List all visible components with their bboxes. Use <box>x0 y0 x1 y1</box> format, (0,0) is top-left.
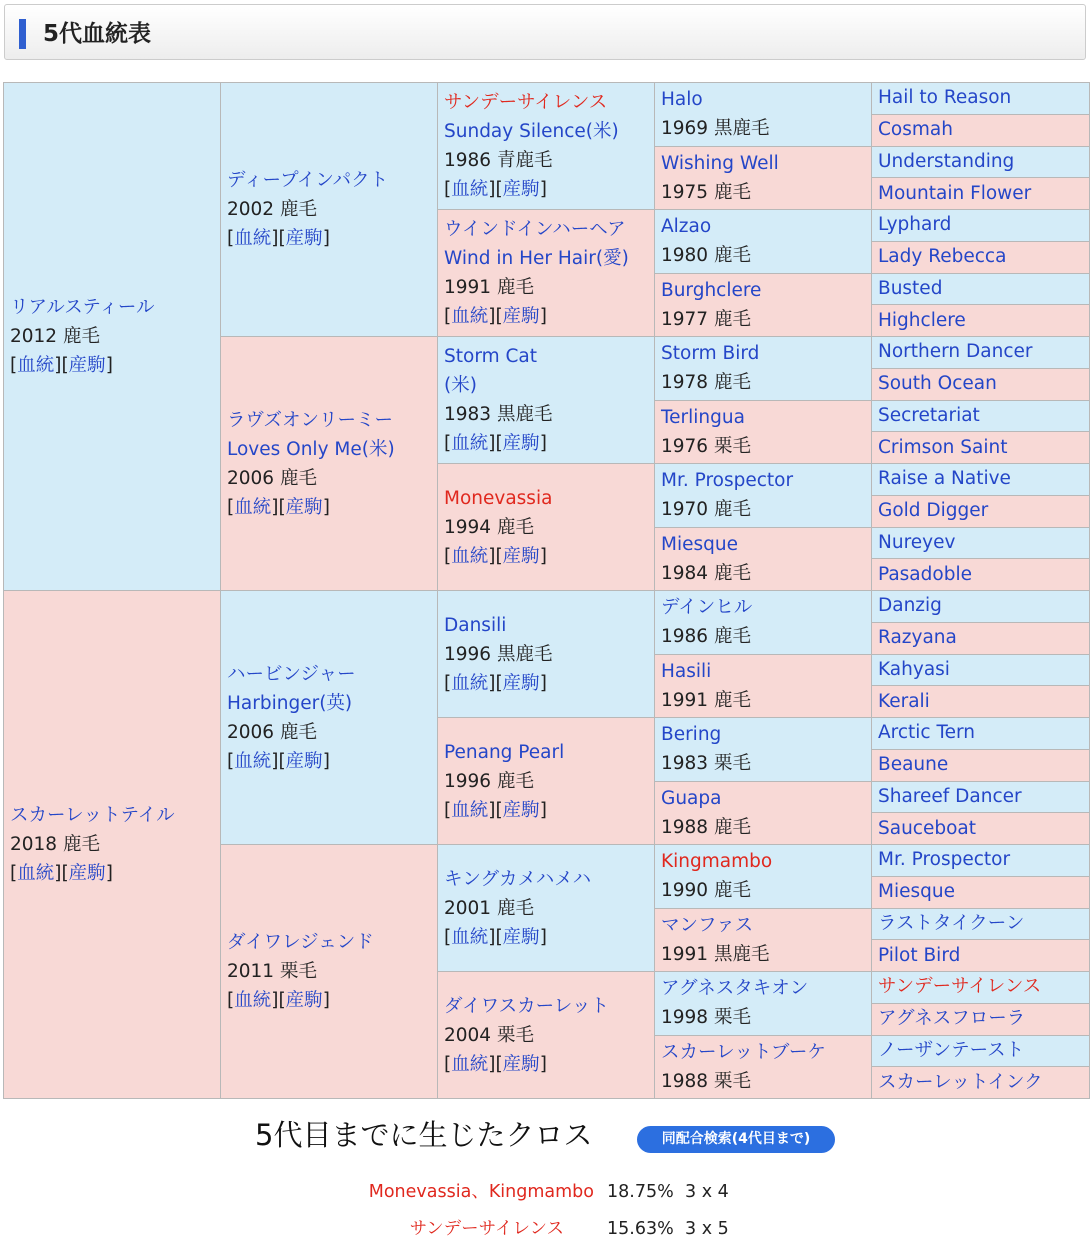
horse-links: [血統][産駒] <box>10 863 113 884</box>
pedigree-cell-g5 <box>872 972 1090 1004</box>
pedigree-cell-g5 <box>872 749 1090 781</box>
horse-link[interactable]: Danzig <box>878 595 942 617</box>
pedigree-cell-g2 <box>221 337 438 591</box>
horse-link[interactable]: ディープインパクト <box>227 170 389 191</box>
pedigree-cell-g2 <box>221 83 438 337</box>
offspring-link[interactable]: 産駒 <box>502 799 540 821</box>
pedigree-cell-g4 <box>655 210 872 274</box>
horse-info: 1969 黒鹿毛 <box>661 118 770 140</box>
horse-link[interactable]: Kahyasi <box>878 658 950 680</box>
horse-link[interactable]: Terlingua <box>661 406 745 428</box>
pedigree-cell-g4 <box>655 83 872 147</box>
page-title: 5代血統表 <box>43 21 152 47</box>
horse-link[interactable]: Mr. Prospector <box>878 849 1011 871</box>
pedigree-cell-g1 <box>4 591 221 1099</box>
bloodline-link[interactable]: 血統 <box>234 750 272 772</box>
bloodline-link[interactable]: 血統 <box>17 863 55 884</box>
pedigree-cell-g5 <box>872 400 1090 432</box>
pedigree-cell-g5 <box>872 781 1090 813</box>
horse-links: [血統][産駒] <box>444 799 547 821</box>
offspring-link[interactable]: 産駒 <box>285 496 323 518</box>
horse-link[interactable]: Hasili <box>661 660 712 682</box>
offspring-link[interactable]: 産駒 <box>502 1053 540 1075</box>
bloodline-link[interactable]: 血統 <box>451 306 489 327</box>
horse-link[interactable]: Alzao <box>661 216 712 238</box>
cross-generation: 3 x 4 <box>685 1182 729 1202</box>
horse-info: 1975 鹿毛 <box>661 181 751 203</box>
pedigree-cell-g4 <box>655 273 872 337</box>
cross-title: 5代目までに生じたクロス <box>255 1118 593 1152</box>
horse-link[interactable]: キングカメハメハ <box>444 868 592 890</box>
horse-link[interactable]: Gold Digger <box>878 500 989 521</box>
cross-percentage: 15.63% <box>607 1219 674 1239</box>
horse-info: 2018 鹿毛 <box>10 834 100 855</box>
horse-link[interactable]: Mr. Prospector <box>661 470 794 492</box>
pedigree-cell-g3 <box>438 972 655 1099</box>
pedigree-cell-g5 <box>872 940 1090 972</box>
horse-link[interactable]: Crimson Saint <box>878 436 1008 458</box>
horse-link[interactable]: Highclere <box>878 309 966 331</box>
horse-links: [血統][産駒] <box>444 179 547 200</box>
pedigree-cell-g4 <box>655 527 872 591</box>
offspring-link[interactable]: 産駒 <box>502 672 540 694</box>
pedigree-cell-g3 <box>438 83 655 210</box>
bloodline-link[interactable]: 血統 <box>17 355 55 376</box>
horse-link[interactable]: ノーザンテースト <box>878 1039 1025 1061</box>
cross-horse-link[interactable]: サンデーサイレンス <box>409 1219 564 1239</box>
pedigree-cell-g5 <box>872 210 1090 242</box>
pedigree-cell-g5 <box>872 146 1090 178</box>
pedigree-cell-g5 <box>872 495 1090 527</box>
horse-links: [血統][産駒] <box>227 496 330 518</box>
horse-link[interactable]: Burghclere <box>661 279 762 301</box>
pedigree-cell-g5 <box>872 559 1090 591</box>
horse-link[interactable]: Lady Rebecca <box>878 246 1007 267</box>
cross-row <box>0 1217 1092 1241</box>
horse-link[interactable]: Raise a Native <box>878 468 1011 490</box>
bloodline-link[interactable]: 血統 <box>234 228 272 249</box>
horse-link[interactable]: デインヒル <box>661 597 753 619</box>
horse-info: 2006 鹿毛 <box>227 721 317 743</box>
pedigree-cell-g5 <box>872 464 1090 496</box>
same-mating-search-button[interactable]: 同配合検索(4代目まで) <box>637 1126 835 1153</box>
horse-link[interactable]: アグネスフローラ <box>878 1008 1026 1029</box>
horse-link[interactable]: スカーレットテイル <box>10 805 175 826</box>
horse-info: 1983 栗毛 <box>661 753 751 775</box>
horse-links: [血統][産駒] <box>227 750 330 772</box>
horse-link[interactable]: Bering <box>661 724 722 746</box>
horse-info: 1996 鹿毛 <box>444 770 534 792</box>
horse-link[interactable]: Miesque <box>661 533 738 555</box>
pedigree-cell-g5 <box>872 591 1090 623</box>
horse-link[interactable]: Secretariat <box>878 404 980 426</box>
horse-info: 2012 鹿毛 <box>10 326 100 347</box>
horse-link-alt[interactable]: (米) <box>444 375 477 396</box>
horse-link[interactable]: スカーレットブーケ <box>661 1041 826 1063</box>
horse-link[interactable]: マンファス <box>661 914 754 936</box>
pedigree-cell-g3 <box>438 464 655 591</box>
pedigree-cell-g5 <box>872 686 1090 718</box>
horse-link[interactable]: Pasadoble <box>878 563 972 585</box>
horse-info: 1991 鹿毛 <box>444 277 534 298</box>
horse-link[interactable]: Storm Cat <box>444 346 538 367</box>
pedigree-cell-g4 <box>655 337 872 401</box>
bloodline-link[interactable]: 血統 <box>451 672 489 694</box>
pedigree-cell-g5 <box>872 654 1090 686</box>
pedigree-cell-g3 <box>438 210 655 337</box>
horse-link[interactable]: ラストタイクーン <box>878 912 1025 934</box>
cross-horse-link[interactable]: Monevassia、Kingmambo <box>368 1182 594 1202</box>
horse-link[interactable]: Guapa <box>661 787 722 809</box>
pedigree-cell-g4 <box>655 908 872 972</box>
pedigree-cell-g5 <box>872 876 1090 908</box>
horse-links: [血統][産駒] <box>444 306 547 327</box>
horse-link[interactable]: Shareef Dancer <box>878 785 1022 807</box>
bloodline-link[interactable]: 血統 <box>234 990 272 1011</box>
bloodline-link[interactable]: 血統 <box>451 179 489 200</box>
pedigree-cell-g5 <box>872 114 1090 146</box>
offspring-link[interactable]: 産駒 <box>502 926 540 948</box>
horse-info: 1988 鹿毛 <box>661 816 751 838</box>
pedigree-cell-g1 <box>4 83 221 591</box>
horse-link[interactable]: Pilot Bird <box>878 944 961 966</box>
pedigree-cell-g5 <box>872 908 1090 940</box>
horse-info: 1984 鹿毛 <box>661 562 751 584</box>
pedigree-table <box>3 82 1090 1099</box>
horse-info: 1988 栗毛 <box>661 1070 751 1092</box>
horse-link[interactable]: ダイワスカーレット <box>444 995 610 1017</box>
horse-link[interactable]: ダイワレジェンド <box>227 932 374 953</box>
bloodline-link[interactable]: 血統 <box>451 926 489 948</box>
horse-info: 1986 鹿毛 <box>661 626 751 648</box>
horse-links: [血統][産駒] <box>444 672 547 694</box>
pedigree-cell-g5 <box>872 527 1090 559</box>
horse-info: 1990 鹿毛 <box>661 880 751 902</box>
offspring-link[interactable]: 産駒 <box>68 863 106 884</box>
horse-link[interactable]: Storm Bird <box>661 343 760 365</box>
horse-info: 1977 鹿毛 <box>661 308 751 330</box>
horse-link[interactable]: ウインドインハーヘア <box>444 219 626 240</box>
pedigree-cell-g5 <box>872 178 1090 210</box>
offspring-link[interactable]: 産駒 <box>68 355 106 376</box>
horse-link[interactable]: Monevassia <box>444 487 553 509</box>
horse-link[interactable]: Beaune <box>878 754 949 775</box>
pedigree-cell-g3 <box>438 591 655 718</box>
horse-link[interactable]: リアルスティール <box>10 297 155 318</box>
horse-link[interactable]: Nureyev <box>878 531 956 553</box>
offspring-link[interactable]: 産駒 <box>285 228 323 249</box>
horse-links: [血統][産駒] <box>227 990 330 1011</box>
cross-generation: 3 x 5 <box>685 1219 729 1239</box>
horse-info: 1983 黒鹿毛 <box>444 404 553 425</box>
horse-link[interactable]: Arctic Tern <box>878 722 976 744</box>
pedigree-cell-g4 <box>655 146 872 210</box>
pedigree-cell-g4 <box>655 591 872 655</box>
horse-link[interactable]: Busted <box>878 277 943 299</box>
bloodline-link[interactable]: 血統 <box>451 545 489 567</box>
horse-info: 2001 鹿毛 <box>444 897 534 919</box>
horse-info: 1978 鹿毛 <box>661 372 751 394</box>
pedigree-cell-g4 <box>655 845 872 909</box>
bloodline-link[interactable]: 血統 <box>451 1053 489 1075</box>
horse-link[interactable]: サンデーサイレンス <box>878 976 1042 998</box>
horse-link[interactable]: Wishing Well <box>661 152 779 174</box>
pedigree-cell-g5 <box>872 83 1090 115</box>
horse-link[interactable]: Miesque <box>878 881 955 902</box>
horse-link[interactable]: Hail to Reason <box>878 87 1012 109</box>
horse-link[interactable]: Penang Pearl <box>444 741 565 763</box>
offspring-link[interactable]: 産駒 <box>502 433 540 454</box>
horse-link[interactable]: Kingmambo <box>661 851 773 873</box>
horse-link-alt[interactable]: Harbinger(英) <box>227 692 353 714</box>
offspring-link[interactable]: 産駒 <box>285 750 323 772</box>
offspring-link[interactable]: 産駒 <box>502 306 540 327</box>
horse-link[interactable]: Razyana <box>878 627 957 648</box>
pedigree-cell-g5 <box>872 241 1090 273</box>
pedigree-cell-g5 <box>872 622 1090 654</box>
offspring-link[interactable]: 産駒 <box>502 179 540 200</box>
horse-links: [血統][産駒] <box>227 228 330 249</box>
horse-link[interactable]: Halo <box>661 89 703 111</box>
pedigree-cell-g4 <box>655 464 872 528</box>
pedigree-cell-g3 <box>438 337 655 464</box>
horse-info: 2004 栗毛 <box>444 1024 534 1046</box>
horse-info: 1998 栗毛 <box>661 1007 751 1029</box>
horse-links: [血統][産駒] <box>10 355 113 376</box>
pedigree-cell-g5 <box>872 337 1090 369</box>
pedigree-cell-g5 <box>872 718 1090 750</box>
horse-link[interactable]: ラヴズオンリーミー <box>227 409 393 431</box>
bloodline-link[interactable]: 血統 <box>451 799 489 821</box>
pedigree-cell-g4 <box>655 781 872 845</box>
pedigree-cell-g3 <box>438 718 655 845</box>
horse-link[interactable]: Kerali <box>878 690 930 712</box>
pedigree-cell-g5 <box>872 305 1090 337</box>
pedigree-cell-g4 <box>655 972 872 1036</box>
pedigree-cell-g2 <box>221 591 438 845</box>
horse-link[interactable]: Dansili <box>444 614 507 636</box>
horse-link[interactable]: サンデーサイレンス <box>444 92 608 113</box>
horse-info: 1976 栗毛 <box>661 435 751 457</box>
horse-link-alt[interactable]: Wind in Her Hair(愛) <box>444 248 629 269</box>
cross-row <box>0 1180 1092 1204</box>
pedigree-cell-g4 <box>655 400 872 464</box>
horse-info: 2006 鹿毛 <box>227 467 317 489</box>
pedigree-cell-g5 <box>872 813 1090 845</box>
horse-info: 1991 鹿毛 <box>661 689 751 711</box>
horse-info: 2002 鹿毛 <box>227 199 317 220</box>
pedigree-cell-g3 <box>438 845 655 972</box>
pedigree-cell-g5 <box>872 845 1090 877</box>
horse-info: 1980 鹿毛 <box>661 245 751 267</box>
pedigree-cell-g5 <box>872 368 1090 400</box>
bloodline-link[interactable]: 血統 <box>234 496 272 518</box>
horse-info: 1970 鹿毛 <box>661 499 751 521</box>
horse-info: 1986 青鹿毛 <box>444 150 553 171</box>
header-accent-bar <box>19 19 26 49</box>
offspring-link[interactable]: 産駒 <box>285 990 323 1011</box>
horse-link-alt[interactable]: Sunday Silence(米) <box>444 121 619 142</box>
horse-link[interactable]: Understanding <box>878 150 1015 172</box>
horse-links: [血統][産駒] <box>444 926 547 948</box>
horse-info: 1991 黒鹿毛 <box>661 943 770 965</box>
pedigree-cell-g4 <box>655 1035 872 1099</box>
horse-links: [血統][産駒] <box>444 545 547 567</box>
horse-link[interactable]: アグネスタキオン <box>661 978 809 1000</box>
pedigree-cell-g5 <box>872 1067 1090 1099</box>
horse-link-alt[interactable]: Loves Only Me(米) <box>227 438 395 460</box>
pedigree-cell-g4 <box>655 718 872 782</box>
pedigree-cell-g5 <box>872 1035 1090 1067</box>
horse-info: 1994 鹿毛 <box>444 516 534 538</box>
horse-links: [血統][産駒] <box>444 433 547 454</box>
horse-link[interactable]: Cosmah <box>878 119 953 140</box>
horse-link[interactable]: Mountain Flower <box>878 182 1032 204</box>
horse-link[interactable]: Sauceboat <box>878 817 977 839</box>
pedigree-cell-g2 <box>221 845 438 1099</box>
section-header <box>4 4 1086 60</box>
horse-link[interactable]: ハービンジャー <box>227 663 356 685</box>
horse-info: 2011 栗毛 <box>227 961 317 982</box>
cross-percentage: 18.75% <box>607 1182 674 1202</box>
horse-link[interactable]: South Ocean <box>878 373 997 394</box>
horse-links: [血統][産駒] <box>444 1053 547 1075</box>
pedigree-cell-g5 <box>872 1003 1090 1035</box>
pedigree-cell-g4 <box>655 654 872 718</box>
pedigree-cell-g5 <box>872 273 1090 305</box>
offspring-link[interactable]: 産駒 <box>502 545 540 567</box>
pedigree-cell-g5 <box>872 432 1090 464</box>
horse-link[interactable]: Northern Dancer <box>878 341 1033 363</box>
horse-info: 1996 黒鹿毛 <box>444 643 553 665</box>
bloodline-link[interactable]: 血統 <box>451 433 489 454</box>
horse-link[interactable]: Lyphard <box>878 214 952 236</box>
horse-link[interactable]: スカーレットインク <box>878 1071 1043 1093</box>
